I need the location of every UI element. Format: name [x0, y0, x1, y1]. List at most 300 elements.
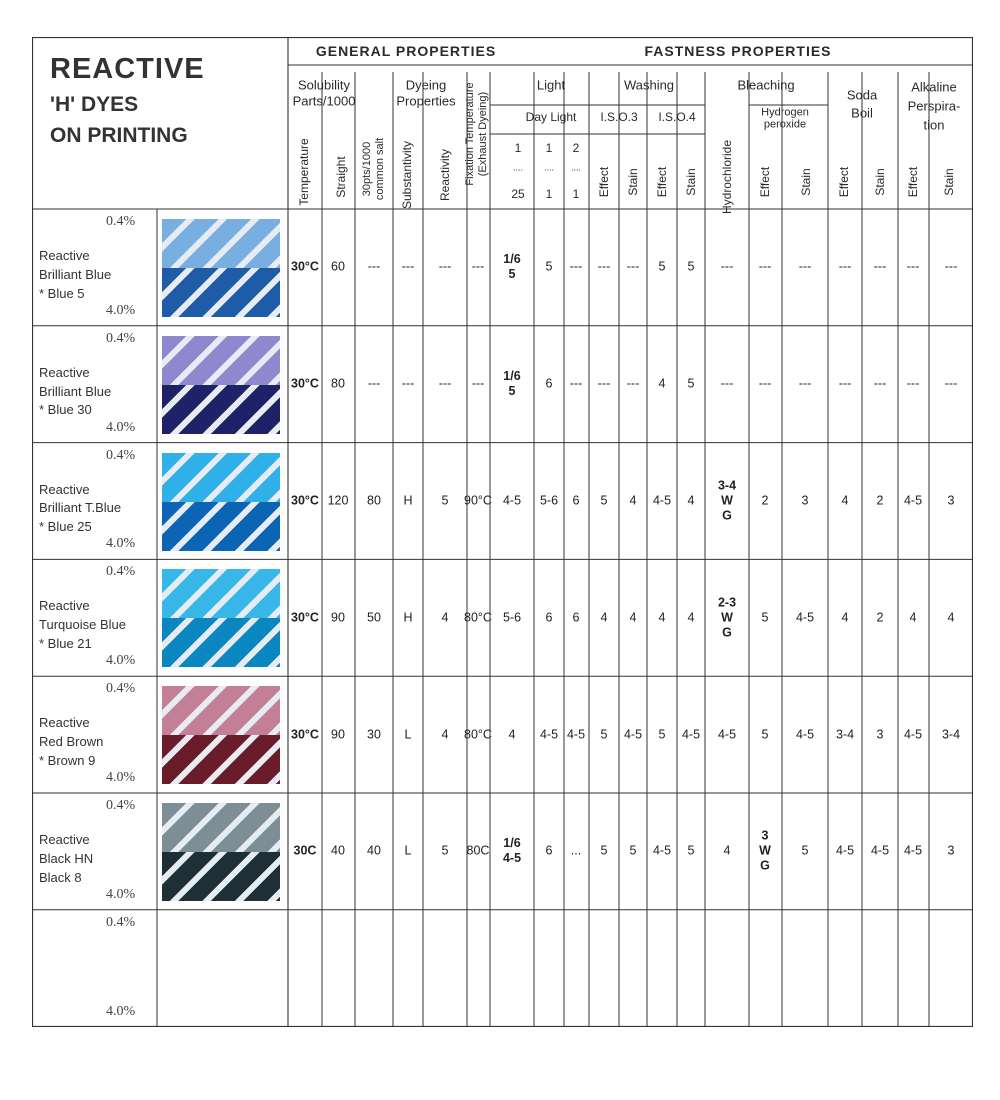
property-cell-line: 3 — [876, 727, 884, 742]
property-cell-line: 5 — [545, 259, 553, 274]
property-cell — [442, 844, 449, 859]
property-cell-line: 5 — [508, 267, 516, 282]
property-cell-line: 5 — [508, 384, 516, 399]
dye-swatch — [162, 336, 280, 434]
property-cell — [367, 727, 381, 742]
property-cell-line: 4-5 — [903, 727, 923, 742]
property-cell — [472, 260, 485, 275]
dye-name-line: Reactive — [39, 598, 90, 614]
property-cell-line: 6 — [545, 610, 553, 625]
property-cell-line: --- — [720, 376, 734, 391]
property-cell-line: 4 — [687, 493, 695, 508]
property-cell — [291, 610, 319, 625]
property-cell-line: 4 — [629, 493, 637, 508]
property-cell — [874, 377, 887, 392]
dye-name — [39, 597, 126, 654]
property-cell — [331, 844, 345, 859]
property-cell-line: 6 — [572, 610, 580, 625]
property-cell-line: 30°C — [291, 259, 319, 274]
light-ratio-1-bottom: 25 — [511, 187, 525, 201]
property-cell-line: 90 — [331, 610, 345, 625]
property-cell-line: 5 — [801, 843, 809, 858]
property-cell — [904, 494, 922, 509]
property-cell — [601, 610, 608, 625]
dye-name — [39, 831, 93, 888]
property-cell-line: 5 — [600, 493, 608, 508]
property-cell — [464, 494, 492, 509]
property-cell-line: 30°C — [291, 727, 319, 742]
swatch-light-shade — [162, 686, 280, 735]
property-cell — [627, 260, 640, 275]
property-cell-line: 1/6 — [503, 369, 521, 384]
property-cell — [659, 377, 666, 392]
iso3-stain-label: Stain — [626, 168, 640, 196]
property-cell — [907, 377, 920, 392]
property-cell-line: 4-5 — [717, 727, 737, 742]
property-cell — [907, 260, 920, 275]
light-ratio-1-mid: .... — [512, 162, 524, 173]
property-cell-line: 4 — [947, 610, 955, 625]
concentration-high-label: 4.0% — [106, 653, 136, 669]
concentration-high-label: 4.0% — [106, 536, 136, 552]
boil-label: Boil — [851, 105, 873, 121]
property-cell-line: 5 — [441, 493, 449, 508]
property-cell-line: W — [721, 493, 733, 508]
property-cell-line: --- — [906, 259, 920, 274]
property-cell-line: --- — [838, 376, 852, 391]
property-cell — [573, 610, 580, 625]
dye-name-line: Reactive — [39, 364, 90, 380]
property-cell-line: 40 — [331, 843, 345, 858]
dye-name-line: Reactive — [39, 481, 90, 497]
property-cell — [721, 377, 734, 392]
property-cell-line: 120 — [327, 493, 349, 508]
dye-name-line: Black HN — [39, 850, 94, 866]
property-cell-line: 4 — [658, 376, 666, 391]
property-cell — [659, 610, 666, 625]
dye-swatch — [162, 569, 280, 667]
property-cell — [331, 260, 345, 275]
property-cell-line: 5 — [658, 259, 666, 274]
property-cell — [331, 377, 345, 392]
property-cell — [464, 727, 492, 742]
property-cell — [546, 610, 553, 625]
property-cell — [659, 727, 666, 742]
property-cell — [442, 727, 449, 742]
property-cell — [509, 727, 516, 742]
property-cell — [367, 610, 381, 625]
property-cell — [291, 494, 319, 509]
property-cell — [328, 494, 349, 509]
property-cell-line: 4-5 — [652, 493, 672, 508]
property-cell-line: 4-5 — [539, 727, 559, 742]
property-cell-line: 4-5 — [502, 493, 522, 508]
property-cell — [439, 377, 452, 392]
iso4-stain-label: Stain — [684, 168, 698, 196]
dye-name — [39, 714, 103, 771]
property-cell-line: H — [403, 493, 413, 508]
dye-name-line: Brilliant Blue — [39, 383, 112, 399]
property-cell — [945, 260, 958, 275]
property-cell-line: --- — [438, 376, 452, 391]
property-cell — [724, 844, 731, 859]
property-cell-line: 5 — [629, 843, 637, 858]
property-cell-line: G — [722, 625, 732, 640]
property-cell — [464, 610, 492, 625]
dye-name-line: * Blue 25 — [39, 519, 92, 535]
title-line-2: 'H' DYES — [50, 93, 139, 116]
concentration-high-label: 4.0% — [106, 419, 136, 435]
property-cell-line: 60 — [331, 259, 345, 274]
property-cell-line: 4-5 — [502, 851, 522, 866]
property-cell — [688, 610, 695, 625]
property-cell-line: W — [721, 610, 733, 625]
property-cell — [601, 727, 608, 742]
light-ratio-2-mid: .... — [543, 162, 555, 173]
dye-swatch — [162, 219, 280, 317]
property-cell-line: 5-6 — [502, 610, 522, 625]
property-cell — [405, 844, 412, 859]
property-cell — [546, 377, 553, 392]
property-cell-line: 50 — [367, 610, 381, 625]
property-cell-line: 90 — [331, 727, 345, 742]
property-cell — [403, 610, 412, 625]
property-cell-line: 40 — [367, 843, 381, 858]
reactivity-label: Reactivity — [438, 148, 452, 202]
property-cell-line: 2-3 — [717, 595, 737, 610]
property-cell-line: 2 — [876, 610, 884, 625]
property-cell-line: 80C — [466, 843, 490, 858]
property-cell — [653, 844, 671, 859]
property-cell — [836, 727, 854, 742]
property-cell-line: --- — [873, 259, 887, 274]
property-cell — [467, 844, 490, 859]
dye-name — [39, 364, 111, 421]
swatch-light-shade — [162, 453, 280, 502]
property-cell-line: 80°C — [464, 727, 492, 742]
property-cell-line: --- — [798, 259, 812, 274]
peroxide-stain-label: Stain — [799, 168, 813, 196]
property-cell-line: --- — [597, 376, 611, 391]
property-cell-line: 5 — [687, 259, 695, 274]
dye-name-line: Reactive — [39, 832, 90, 847]
swatch-light-shade — [162, 336, 280, 385]
property-cell-line: --- — [758, 259, 772, 274]
dye-name-line: Reactive — [39, 715, 90, 731]
title-line-3: ON PRINTING — [50, 124, 188, 147]
property-cell — [503, 494, 521, 509]
property-cell-line: 3-4 — [835, 727, 855, 742]
property-cell — [442, 494, 449, 509]
property-cell — [721, 260, 734, 275]
property-cell-line: 5 — [658, 727, 666, 742]
property-cell-line: 5 — [687, 843, 695, 858]
alkaline-effect-label: Effect — [906, 166, 920, 198]
solubility-label: Solubility — [297, 77, 351, 93]
property-cell — [759, 829, 771, 874]
dye-name-line: Red Brown — [39, 734, 104, 750]
property-cell-line: --- — [471, 376, 485, 391]
property-cell — [799, 377, 812, 392]
property-cell — [367, 494, 381, 509]
swatch-dark-shade — [162, 268, 280, 317]
property-cell — [718, 479, 736, 524]
iso4-effect-label: Effect — [655, 166, 669, 198]
solubility-units-label: Parts/1000 — [292, 93, 356, 109]
soda-stain-label: Stain — [873, 168, 887, 196]
fixation-temperature-label: Fixation Temperature (Exhaust Dyeing) — [464, 82, 489, 186]
soda-effect-label: Effect — [837, 166, 851, 198]
property-cell-line: 4-5 — [903, 843, 923, 858]
property-cell — [718, 595, 736, 640]
property-cell-line: 3 — [947, 493, 955, 508]
property-cell-line: 4-5 — [795, 610, 815, 625]
property-cell-line: 6 — [572, 493, 580, 508]
dye-name-line: Reactive — [39, 248, 90, 263]
property-cell-line: --- — [401, 259, 415, 274]
property-cell-line: 3-4 — [717, 478, 737, 493]
property-cell-line: 4-5 — [652, 843, 672, 858]
property-cell-line: 6 — [545, 843, 553, 858]
property-cell — [368, 260, 381, 275]
property-cell — [601, 844, 608, 859]
property-cell — [948, 610, 955, 625]
property-cell-line: 80°C — [464, 610, 492, 625]
property-cell — [842, 610, 849, 625]
property-cell — [601, 494, 608, 509]
property-cell-line: 3 — [801, 493, 809, 508]
concentration-low-label: 0.4% — [106, 447, 136, 463]
property-cell — [836, 844, 854, 859]
title-line-1: REACTIVE — [50, 53, 205, 85]
property-cell-line: 5 — [687, 376, 695, 391]
swatch-dark-shade — [162, 385, 280, 434]
alkaline-label: Alkaline — [911, 79, 957, 95]
property-cell — [759, 377, 772, 392]
property-cell — [877, 727, 884, 742]
property-cell — [503, 836, 521, 866]
property-cell-line: --- — [944, 259, 958, 274]
property-cell-line: 2 — [761, 493, 769, 508]
property-cell-line: 5 — [600, 843, 608, 858]
property-cell — [839, 260, 852, 275]
dye-name-line: Black 8 — [39, 869, 82, 885]
property-cell — [802, 494, 809, 509]
day-light-label: Day Light — [525, 110, 577, 124]
swatch-dark-shade — [162, 502, 280, 551]
property-cell-line: 5 — [761, 727, 769, 742]
property-cell-line: 4 — [841, 493, 849, 508]
property-cell-line: 4-5 — [870, 843, 890, 858]
substantivity-label: Substantivity — [400, 140, 414, 210]
property-cell-line: L — [404, 727, 412, 742]
iso3-label: I.S.O.3 — [600, 110, 638, 124]
property-cell — [871, 844, 889, 859]
property-cell — [796, 610, 814, 625]
property-cell — [402, 377, 415, 392]
property-cell — [688, 844, 695, 859]
property-cell-line: --- — [471, 259, 485, 274]
dye-name-line: Turquoise Blue — [39, 617, 126, 633]
property-cell — [759, 260, 772, 275]
property-cell — [688, 377, 695, 392]
concentration-high-label: 4.0% — [106, 770, 136, 785]
soda-label: Soda — [846, 87, 878, 103]
light-ratio-1-top: 1 — [514, 141, 522, 155]
property-cell — [294, 844, 317, 859]
property-cell — [688, 494, 695, 509]
dye-name-line: Brilliant Blue — [39, 266, 112, 282]
property-cell-line: 3 — [761, 828, 769, 843]
light-ratio-2-top: 1 — [545, 141, 553, 155]
property-cell — [904, 727, 922, 742]
property-cell — [442, 610, 449, 625]
property-cell-line: 5-6 — [539, 493, 559, 508]
concentration-high-label: 4.0% — [106, 886, 136, 902]
property-cell — [762, 610, 769, 625]
common-salt-label: 30pts/1000 common salt — [361, 137, 386, 201]
concentration-low-label: 0.4% — [106, 914, 136, 930]
dye-name — [39, 247, 111, 304]
light-ratio-3-bottom: 1 — [572, 187, 580, 201]
property-cell-line: 4-5 — [903, 493, 923, 508]
property-cell — [942, 727, 960, 742]
iso4-label: I.S.O.4 — [658, 110, 696, 124]
temperature-label: Temperature — [297, 138, 311, 206]
property-cell-line: --- — [367, 376, 381, 391]
dyeing-label: Dyeing — [405, 77, 447, 93]
property-cell-line: 4 — [629, 610, 637, 625]
property-cell-line: --- — [838, 259, 852, 274]
property-cell — [291, 727, 319, 742]
property-cell — [472, 377, 485, 392]
property-cell-line: 4 — [909, 610, 917, 625]
dye-name-line: * Blue 30 — [39, 402, 92, 418]
property-cell-line: --- — [569, 259, 583, 274]
property-cell — [904, 844, 922, 859]
property-cell-line: 4 — [441, 610, 449, 625]
concentration-low-label: 0.4% — [106, 681, 136, 697]
property-cell — [630, 844, 637, 859]
property-cell — [877, 610, 884, 625]
property-cell — [839, 377, 852, 392]
property-cell — [540, 727, 558, 742]
property-cell — [403, 494, 412, 509]
property-cell-line: 5 — [600, 727, 608, 742]
property-cell — [874, 260, 887, 275]
property-cell-line: 3 — [947, 843, 955, 858]
property-cell-line: 4-5 — [835, 843, 855, 858]
property-cell — [799, 260, 812, 275]
property-cell — [405, 727, 412, 742]
property-cell — [573, 494, 580, 509]
property-cell-line: W — [759, 843, 771, 858]
dye-name — [39, 481, 121, 538]
property-cell-line: 1/6 — [503, 836, 521, 851]
property-cell-line: 80 — [331, 376, 345, 391]
property-cell — [948, 844, 955, 859]
dye-name-line: Brilliant T.Blue — [39, 500, 122, 516]
concentration-high-label: 4.0% — [106, 1003, 136, 1019]
property-cell-line: G — [760, 858, 770, 873]
property-cell-line: 5 — [761, 610, 769, 625]
property-cell-line: 30 — [367, 727, 381, 742]
property-cell-line: 5 — [441, 843, 449, 858]
swatch-light-shade — [162, 219, 280, 268]
property-cell-line: --- — [944, 376, 958, 391]
property-cell — [659, 260, 666, 275]
property-cell-line: 4 — [441, 727, 449, 742]
property-cell-line: 30°C — [291, 610, 319, 625]
property-cell — [718, 727, 736, 742]
property-cell-line: 4 — [687, 610, 695, 625]
concentration-low-label: 0.4% — [106, 214, 136, 229]
property-cell-line: --- — [758, 376, 772, 391]
property-cell — [796, 727, 814, 742]
property-cell — [802, 844, 809, 859]
property-cell-line: --- — [720, 259, 734, 274]
property-cell-line: 30C — [293, 843, 317, 858]
property-cell — [630, 610, 637, 625]
bleaching-label: Bleaching — [737, 77, 795, 93]
washing-label: Washing — [623, 77, 675, 93]
concentration-low-label: 0.4% — [106, 330, 136, 346]
peroxide-label: peroxide — [763, 118, 807, 131]
property-cell — [291, 377, 319, 392]
perspiration-label-2: tion — [923, 117, 945, 133]
property-cell-line: 4-5 — [795, 727, 815, 742]
property-cell — [570, 377, 583, 392]
property-cell-line: 4 — [600, 610, 608, 625]
property-cell — [842, 494, 849, 509]
property-cell — [291, 260, 319, 275]
property-cell-line: ... — [570, 843, 582, 858]
property-cell-line: --- — [906, 376, 920, 391]
property-cell-line: --- — [438, 259, 452, 274]
property-cell — [630, 494, 637, 509]
swatch-dark-shade — [162, 735, 280, 784]
property-cell-line: --- — [626, 376, 640, 391]
property-cell — [503, 369, 520, 399]
property-cell-line: 4-5 — [566, 727, 586, 742]
property-cell-line: G — [722, 508, 732, 523]
dye-name-line: * Blue 21 — [39, 636, 92, 652]
light-label: Light — [536, 77, 566, 93]
property-cell — [402, 260, 415, 275]
property-cell-line: --- — [367, 259, 381, 274]
property-cell-line: 4 — [841, 610, 849, 625]
general-properties-heading: GENERAL PROPERTIES — [315, 43, 497, 59]
property-cell — [331, 610, 345, 625]
dye-swatch — [162, 453, 280, 551]
dye-properties-table — [32, 37, 973, 1027]
property-cell-line: --- — [569, 376, 583, 391]
straight-label: Straight — [334, 156, 348, 198]
property-cell-line: 90°C — [464, 493, 492, 508]
property-cell — [945, 377, 958, 392]
property-cell — [910, 610, 917, 625]
property-cell-line: 30°C — [291, 493, 319, 508]
property-cell — [546, 260, 553, 275]
property-cell-line: H — [403, 610, 413, 625]
property-cell — [503, 610, 521, 625]
perspiration-label-1: Perspira- — [907, 98, 961, 114]
property-cell-line: --- — [597, 259, 611, 274]
property-cell-line: --- — [626, 259, 640, 274]
property-cell-line: 4-5 — [681, 727, 701, 742]
property-cell — [540, 494, 558, 509]
property-cell-line: 80 — [367, 493, 381, 508]
